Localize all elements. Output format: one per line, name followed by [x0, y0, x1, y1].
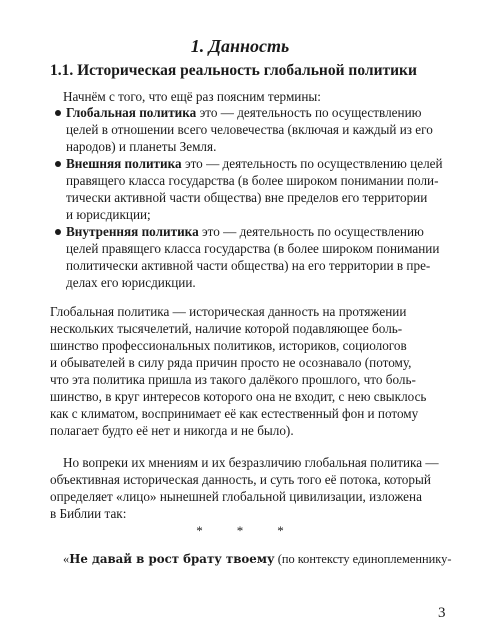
section-separator	[0, 523, 480, 539]
chapter-title: 1. Данность	[190, 36, 290, 56]
bullet-1-line-3: народов) и планеты Земля.	[66, 139, 217, 154]
paragraph-1-line: шинство, в круг интересов которого она не входит, с нею свыклось	[50, 389, 427, 404]
separator-star: *	[196, 523, 203, 538]
bullet-2-line-2: правящего класса государства (в более широком понимании поли-	[66, 173, 439, 188]
bullet-icon	[55, 110, 61, 116]
paragraph-1-line: как с климатом, воспринимает её как естественный фон и потому	[50, 406, 419, 421]
paragraph-2-line: в Библии так:	[50, 506, 127, 521]
paragraph-2-line: объективная историческая данность, и суть того её потока, который	[50, 472, 431, 487]
bullet-3-term: Внутренняя политика	[66, 224, 199, 239]
bullet-2-line-3: тически активной части общества) вне пределов его территории	[66, 190, 428, 205]
intro-line: Начнём с того, что ещё раз поясним термины:	[63, 89, 321, 104]
separator-star: *	[236, 523, 244, 538]
bullet-3-line-2: целей правящего класса государства (в более широком понимании	[66, 241, 440, 256]
section-title: 1.1. Историческая реальность глобальной политики	[50, 62, 417, 79]
bullet-2-term: Внешняя политика	[66, 156, 182, 171]
separator-star: *	[277, 523, 284, 538]
paragraph-1-line: нескольких тысячелетий, наличие которой подавляющее боль-	[50, 321, 403, 336]
bullet-3-line-3: политически активной части общества) на его территории в пре-	[66, 258, 431, 273]
paragraph-1-line: шинство профессиональных политиков, историков, социологов	[50, 338, 407, 353]
paragraph-1-line: и обывателей в силу ряда причин просто не осознавало (потому,	[50, 355, 412, 370]
bullet-1-term: Глобальная политика	[66, 105, 197, 120]
bullet-1-line-1: Глобальная политика это — деятельность по осуществлению	[66, 105, 422, 120]
bullet-2-line-4: и юрисдикции;	[66, 207, 151, 222]
bullet-icon	[55, 229, 61, 235]
paragraph-1-line: полагает будто её нет и никогда и не было).	[50, 423, 294, 438]
paragraph-1-line: Глобальная политика — историческая данность на протяжении	[50, 304, 407, 319]
paragraph-2-line: Но вопреки их мнениям и их безразличию глобальная политика —	[63, 455, 439, 470]
bullet-icon	[55, 161, 61, 167]
bullet-3-line-4: делах его юрисдикции.	[66, 275, 196, 290]
page-number: 3	[438, 605, 446, 621]
bullet-1-line-2: целей в отношении всего человечества (включая и каждый из его	[66, 122, 433, 137]
paragraph-1-line: что эта политика пришла из такого далёкого прошлого, что боль-	[50, 372, 416, 387]
bullet-2-line-1: Внешняя политика это — деятельность по осуществлению целей	[66, 156, 443, 171]
bullet-3-line-1: Внутренняя политика это — деятельность по осуществлению	[66, 224, 424, 239]
quote-line-1: «Не давай в рост брату твоему (по контексту единоплеменнику-	[63, 552, 452, 566]
paragraph-2-line: определяет «лицо» нынешней глобальной цивилизации, изложена	[50, 489, 422, 504]
